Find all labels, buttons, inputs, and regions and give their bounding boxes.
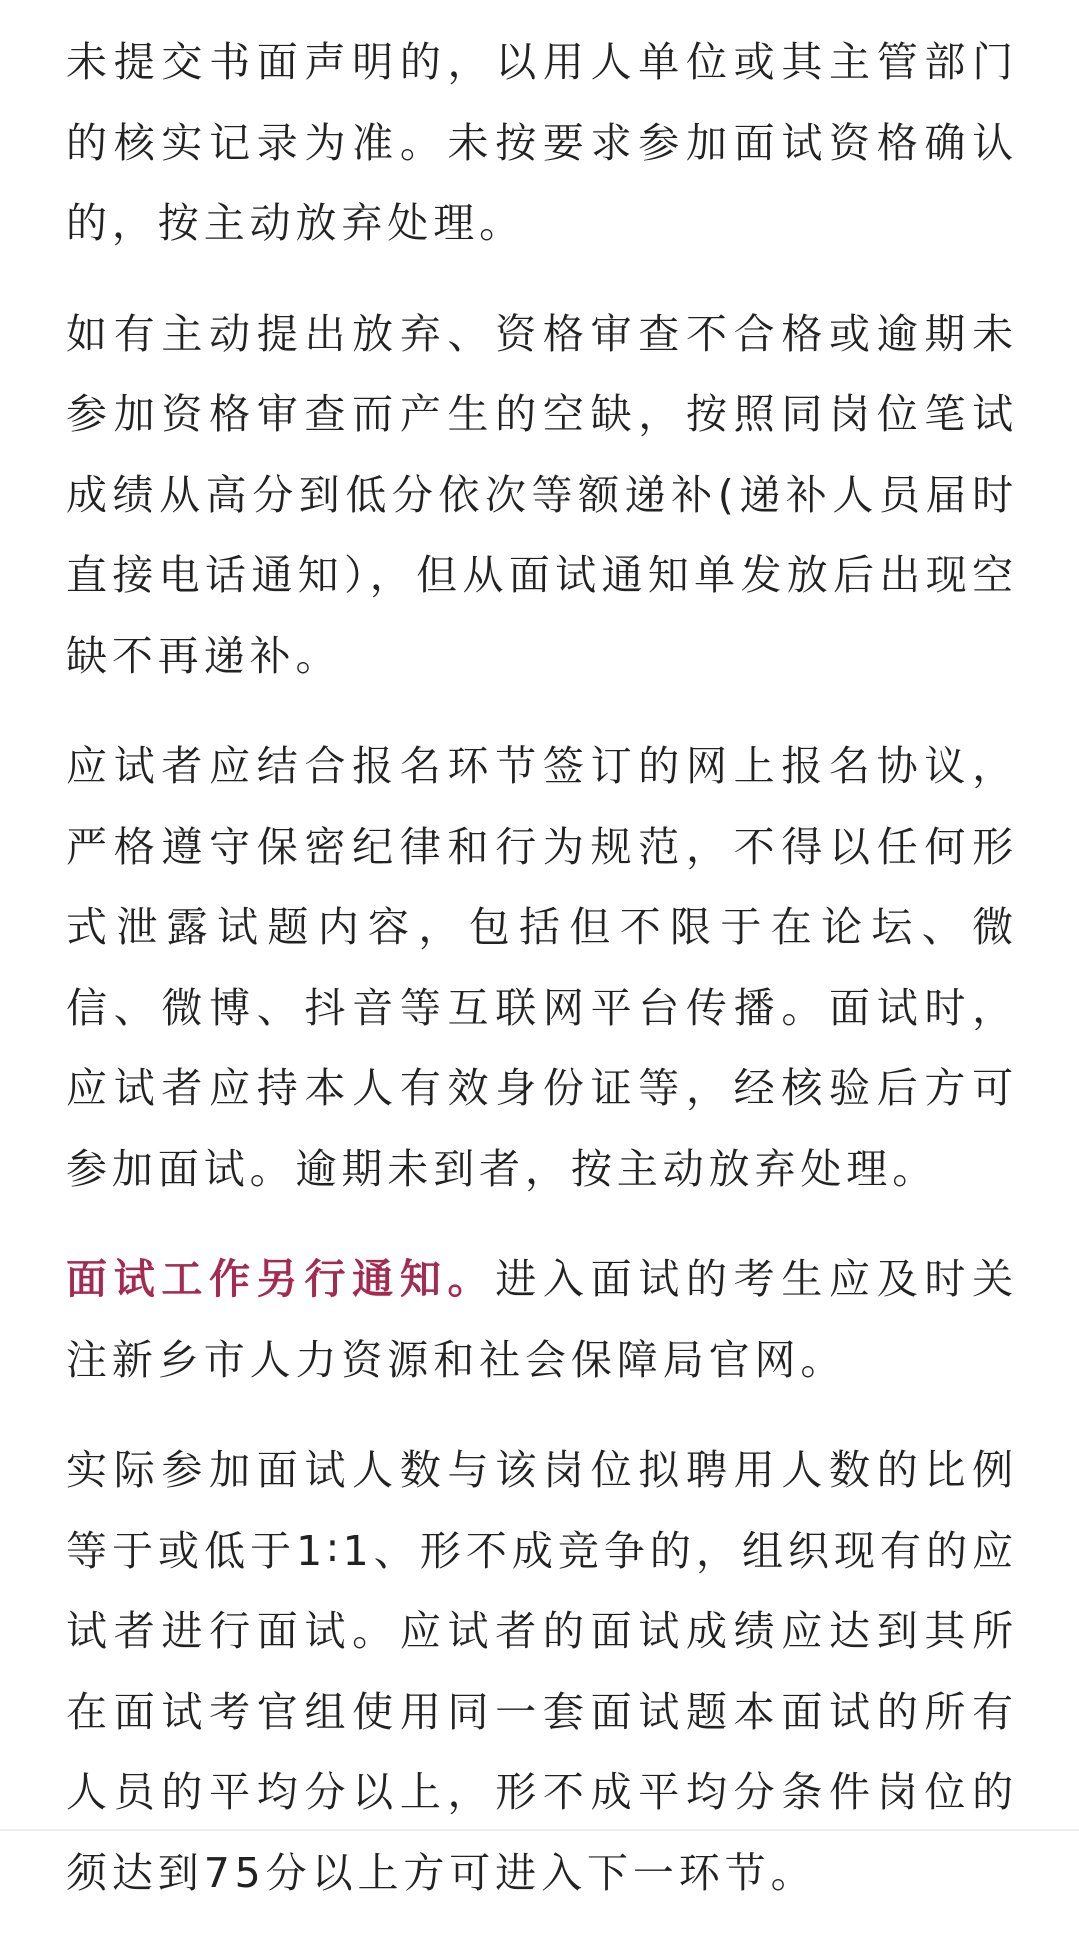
paragraph-text: 进入面试的考生应及时关注新乡市人力资源和社会保障局官网。	[66, 1255, 1018, 1384]
article-body	[66, 22, 1018, 1943]
paragraph-text: 实际参加面试人数与该岗位拟聘用人数的比例等于或低于1∶1、形不成竞争的，组织现有的应试者进行面试。应试者的面试成绩应达到其所在面试考官组使用同一套面试题本面试的所有人员的平均分以上，形不成平均分条件岗位的须达到75分以上方可进入下一环节。	[66, 1446, 1018, 1897]
paragraph-text: 应试者应结合报名环节签订的网上报名协议，严格遵守保密纪律和行为规范，不得以任何形式泄露试题内容，包括但不限于在论坛、微信、微博、抖音等互联网平台传播。面试时，应试者应持本人有效身份证等，经核验后方可参加面试。逾期未到者，按主动放弃处理。	[66, 742, 1018, 1193]
paragraph-interview-ratio	[66, 1430, 1018, 1913]
paragraph-text: 如有主动提出放弃、资格审查不合格或逾期未参加资格审查而产生的空缺，按照同岗位笔试成绩从高分到低分依次等额递补(递补人员届时直接电话通知），但从面试通知单发放后出现空缺不再递补。	[66, 309, 1018, 680]
paragraph-confidentiality	[66, 726, 1018, 1209]
paragraph-written-statement	[66, 22, 1018, 264]
paragraph-interview-notice	[66, 1239, 1018, 1400]
paragraph-text: 未提交书面声明的，以用人单位或其主管部门的核实记录为准。未按要求参加面试资格确认的，按主动放弃处理。	[66, 38, 1018, 247]
highlight-text: 面试工作另行通知。	[66, 1255, 496, 1303]
paragraph-vacancy-substitution	[66, 294, 1018, 697]
